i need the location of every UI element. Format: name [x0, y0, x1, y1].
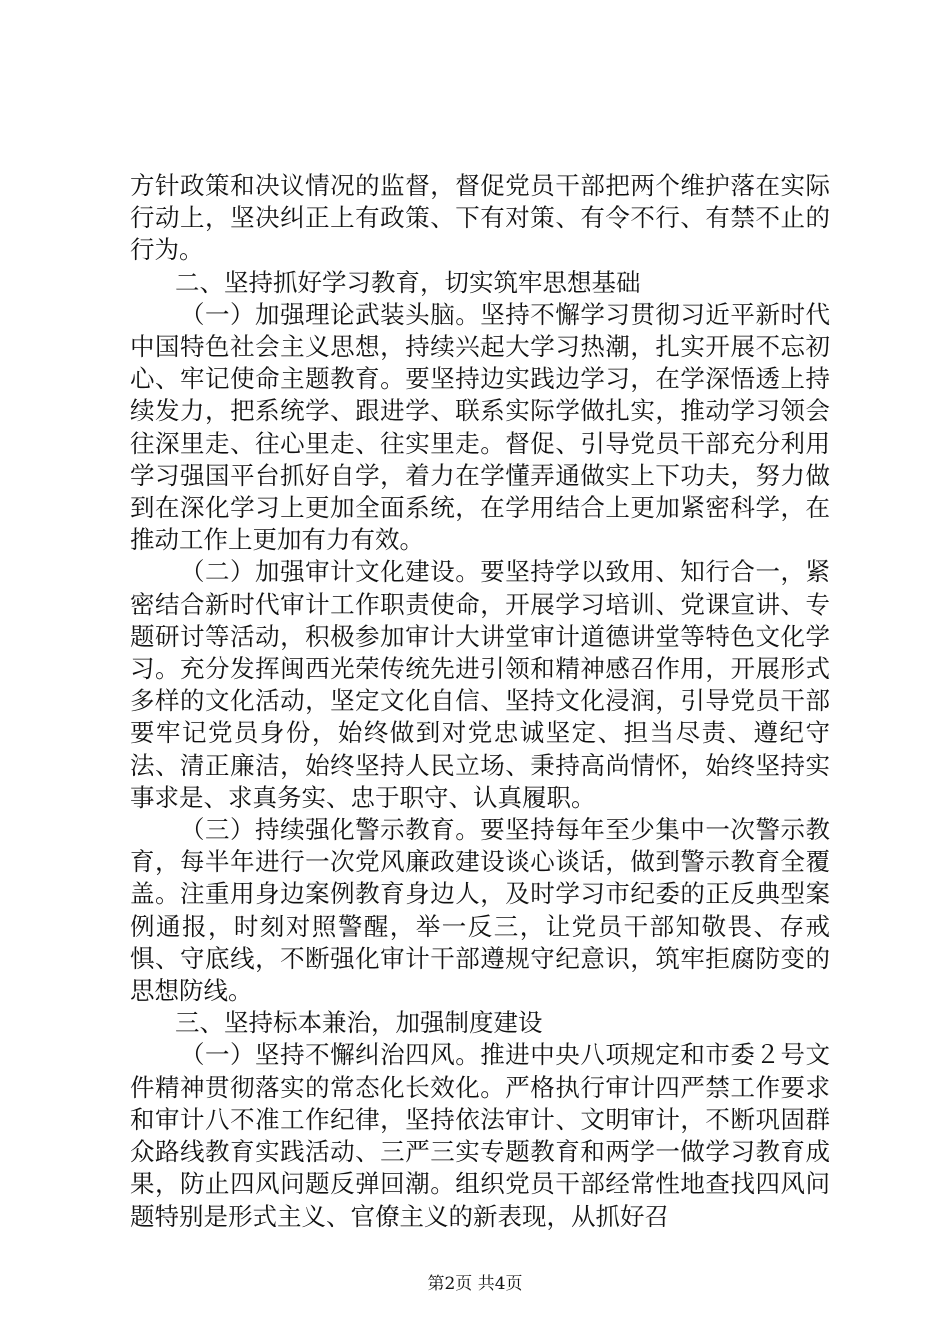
- page-footer: 第2页 共4页: [427, 1274, 523, 1294]
- section-heading-3: 三、坚持标本兼治，加强制度建设: [175, 1008, 543, 1038]
- subsection-2-1: （一）加强理论武装头脑。坚持不懈学习贯彻习近平新时代中国特色社会主义思想，持续兴起大学习热潮，扎实开展不忘初心、牢记使命主题教育。要坚持边实践边学习，在学深悟透上持续发力，把系统学、跟进学、联系实际学做扎实，推动学习领会往深里走、往心里走、往实里走。督促、引导党员干部充分利用学习强国平台抓好自学，着力在学懂弄通做实上下功夫，努力做到在深化学习上更加全面系统，在学用结合上更加紧密科学，在推动工作上更加有力有效。: [130, 299, 830, 555]
- subsection-3-1: （一）坚持不懈纠治四风。推进中央八项规定和市委２号文件精神贯彻落实的常态化长效化。严格执行审计四严禁工作要求和审计八不准工作纪律，坚持依法审计、文明审计，不断巩固群众路线教育实践活动、三严三实专题教育和两学一做学习教育成果，防止四风问题反弹回潮。组织党员干部经常性地查找四风问题特别是形式主义、官僚主义的新表现，从抓好召: [130, 1040, 830, 1231]
- section-heading-2: 二、坚持抓好学习教育，切实筑牢思想基础: [175, 267, 641, 297]
- document-body: [130, 170, 830, 1233]
- paragraph-continuation: 方针政策和决议情况的监督，督促党员干部把两个维护落在实际行动上，坚决纠正上有政策、下有对策、有令不行、有禁不止的行为。: [130, 171, 830, 265]
- subsection-2-3: （三）持续强化警示教育。要坚持每年至少集中一次警示教育，每半年进行一次党风廉政建设谈心谈话，做到警示教育全覆盖。注重用身边案例教育身边人，及时学习市纪委的正反典型案例通报，时刻对照警醒，举一反三，让党员干部知敬畏、存戒惧、守底线，不断强化审计干部遵规守纪意识，筑牢拒腐防变的思想防线。: [130, 815, 830, 1006]
- subsection-2-2: （二）加强审计文化建设。要坚持学以致用、知行合一，紧密结合新时代审计工作职责使命，开展学习培训、党课宣讲、专题研讨等活动，积极参加审计大讲堂审计道德讲堂等特色文化学习。充分发挥闽西光荣传统先进引领和精神感召作用，开展形式多样的文化活动，坚定文化自信、坚持文化浸润，引导党员干部要牢记党员身份，始终做到对党忠诚坚定、担当尽责、遵纪守法、清正廉洁，始终坚持人民立场、秉持高尚情怀，始终坚持实事求是、求真务实、忠于职守、认真履职。: [130, 557, 830, 812]
